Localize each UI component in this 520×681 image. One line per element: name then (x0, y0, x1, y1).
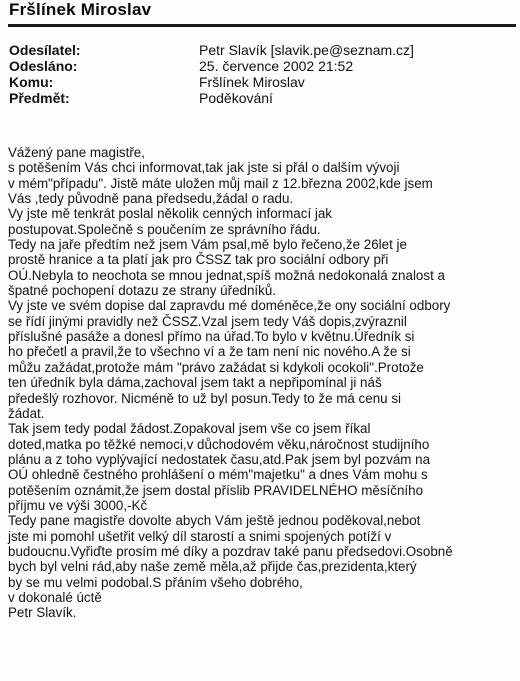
body-line: Tedy pane magistře dovolte abych Vám ještě jednou poděkoval,nebot (8, 513, 421, 529)
body-line: by se mu velmi podobal.S přáním všeho dobrého, (8, 574, 303, 590)
title-underline (8, 24, 516, 27)
body-line: Vy jste mě tenkrát poslal několik cenných informací jak (8, 206, 332, 222)
body-line: žádat. (8, 405, 45, 421)
body-line: OÚ.Nebyla to neochota se mnou jednat,spíš možná nedokonalá znalost a (8, 267, 445, 283)
body-line: Vy jste ve svém dopise dal zapravdu mé doméněce,že ony sociální odbory (8, 298, 451, 314)
body-line: doted,matka po těžké nemoci,v důchodovém věku,náročnost studijního (8, 436, 430, 452)
body-line: s potěšením Vás chci informovat,tak jak jste si přál o dalším vývoji (8, 160, 400, 176)
body-line: potěšením oznámit,že jsem dostal příslib PRAVIDELNÉHO měsíčního (8, 482, 424, 498)
body-line: Tedy na jaře předtím než jsem Vám psal,mě bylo řečeno,že 26let je (8, 237, 407, 253)
body-line: v dokonalé úctě (8, 589, 102, 605)
body-line: příjmu ve výši 3000,-Kč (8, 497, 148, 513)
body-line: Tak jsem tedy podal žádost.Zopakoval jsem vše co jsem říkal (8, 421, 371, 437)
body-line: předešlý rozhovor. Nicméně to už byl posun.Tedy to že má cenu si (8, 390, 401, 406)
body-line: špatné pochopení dotazu ze strany úředníků. (8, 283, 276, 299)
body-line: Vážený pane magistře, (8, 145, 145, 160)
body-line: v mém"případu". Jistě máte uložen můj mail z 12.března 2002,kde jsem (8, 175, 433, 191)
header-label: Komu: (9, 74, 54, 90)
body-line: postupovat.Společně s poučením ze správního řádu. (8, 221, 321, 237)
header-value: Fršlínek Miroslav (199, 74, 305, 90)
header-row-to (9, 74, 509, 90)
body-line: Petr Slavík. (8, 605, 77, 621)
body-line: jste mi pomohl ušetřit velký díl starostí a snimi spojených potíží v (8, 528, 392, 544)
header-row-subject (9, 90, 509, 106)
header-label: Předmět: (9, 90, 70, 106)
letter-body (8, 145, 513, 621)
header-value: Poděkování (199, 90, 273, 106)
document-title: Fršlínek Miroslav (9, 0, 152, 19)
body-line: Vás ,tedy původně pana předsedu,žádal o radu. (8, 191, 294, 207)
body-line: můžu zažádat,protože mám "právo zažádat si kdykoli ocokoli".Protože (8, 359, 424, 375)
header-label: Odesláno: (9, 58, 78, 74)
body-line: ho přečetl a pravil,že to všechno ví a že tam není nic nového.A že si (8, 344, 411, 360)
email-headers (9, 42, 509, 106)
header-label: Odesílatel: (9, 42, 81, 58)
header-value: 25. července 2002 21:52 (199, 58, 354, 74)
body-line: plánu a z toho vyplývající nedostatek času,atd.Pak jsem byl pozvám na (8, 451, 431, 467)
body-line: bych byl velni rád,aby naše země měla,až přijde čas,prezidenta,který (8, 559, 417, 575)
header-row-sent (9, 58, 509, 74)
body-line: ten úředník byla dáma,zachoval jsem takt a nepřipomínal ji náš (8, 375, 382, 391)
body-line: prostě hranice a ta platí jak pro ČSSZ tak pro sociální odbory při (8, 252, 389, 268)
body-line: OÚ ohledně čestného prohlášení o mém"majetku" a dnes Vám mohu s (8, 467, 428, 483)
header-row-sender (9, 42, 509, 58)
body-line: příslušné pasáže a donesl přímo na úřad.To bylo v květnu.Úředník si (8, 329, 415, 345)
body-line: budoucnu.Vyřiďte prosím mé díky a pozdrav také panu předsedovi.Osobně (8, 543, 453, 559)
body-line: se řídí jinými pravidly než ČSSZ.Vzal jsem tedy Váš dopis,zvýraznil (8, 313, 407, 329)
header-value: Petr Slavík [slavik.pe@seznam.cz] (199, 42, 414, 58)
